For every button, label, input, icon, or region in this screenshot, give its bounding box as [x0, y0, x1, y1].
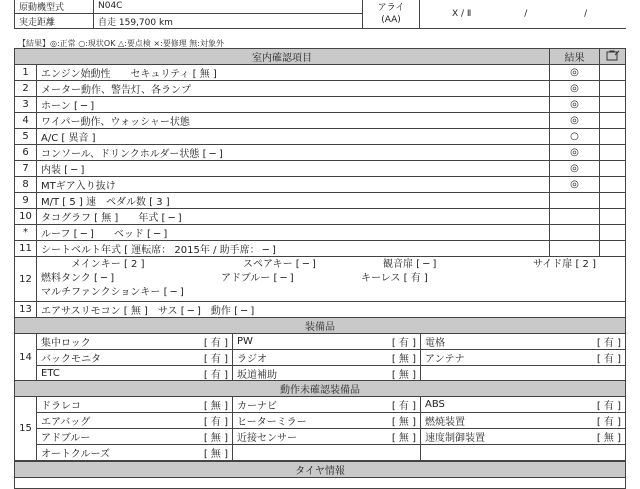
result-mark [550, 241, 600, 257]
inspection-row [15, 161, 626, 177]
inspection-row [15, 241, 626, 257]
row-number: 1 [15, 65, 37, 81]
keys-line-3: マルチファンクションキー [ ─ ] [41, 287, 184, 298]
result-mark: ◎ [550, 177, 600, 193]
equipment-row [15, 350, 626, 366]
inspection-item: メーター動作、警告灯、各ランプ [37, 81, 550, 97]
inspection-table [14, 48, 626, 318]
row-number: 7 [15, 161, 37, 177]
inspection-row [15, 97, 626, 113]
inspection-item: ワイパー動作、ウォッシャー状態 [37, 113, 550, 129]
engine-model-value: N04C [94, 0, 363, 14]
equipment-name [233, 445, 365, 461]
vehicle-info-table [14, 0, 626, 29]
row-number: 3 [15, 97, 37, 113]
equipment-name: アドブルー [37, 429, 137, 445]
equipment-name: 燃焼装置 [421, 413, 551, 429]
check-cell [600, 81, 626, 97]
inspection-item: ルーフ [ ─ ] ベッド [ ─ ] [37, 225, 550, 241]
equipment-title: 装備品 [15, 318, 626, 334]
engine-model-label: 原動機型式 [15, 0, 94, 14]
inspection-row-keys [15, 257, 626, 302]
section-number: 15 [15, 397, 37, 461]
equipment-name: バックモニタ [37, 350, 137, 366]
equipment-status: [ 無 ] [551, 429, 626, 445]
equipment-status: [ 有 ] [551, 334, 626, 350]
equipment-name: ヒーターミラー [233, 413, 365, 429]
equipment-name: PW [233, 334, 365, 350]
equipment-status: [ 有 ] [551, 413, 626, 429]
inspection-item: M/T [ 5 ] 速 ペダル数 [ 3 ] [37, 193, 550, 209]
inspection-row [15, 225, 626, 241]
row-number: 12 [15, 257, 37, 302]
inspection-row [15, 65, 626, 81]
equipment-status: [ 無 ] [365, 350, 421, 366]
keys-line-1 [41, 258, 621, 272]
inspection-item: タコグラフ [ 無 ] 年式 [ ─ ] [37, 209, 550, 225]
align-sub-label: (AA) [381, 14, 401, 25]
row-number: 6 [15, 145, 37, 161]
equipment-table [14, 317, 626, 382]
result-mark: ◎ [550, 145, 600, 161]
align-label-cell [363, 0, 420, 29]
result-mark: ◎ [550, 81, 600, 97]
tire-table [14, 461, 626, 489]
align-slash-2: / [584, 8, 588, 19]
keys-info [37, 257, 626, 302]
result-mark: ◎ [550, 161, 600, 177]
equipment-name: カーナビ [233, 397, 365, 413]
check-cell [600, 209, 626, 225]
inspection-title: 室内確認項目 [15, 49, 550, 65]
tire-body [15, 478, 626, 489]
result-mark [550, 209, 600, 225]
row-number: * [15, 225, 37, 241]
result-mark: ○ [550, 129, 600, 145]
row-number: 13 [15, 302, 37, 318]
keys-line-2 [41, 272, 621, 286]
check-cell [600, 145, 626, 161]
equipment-name: 速度制御装置 [421, 429, 551, 445]
inspection-item: ホーン [ ─ ] [37, 97, 550, 113]
tire-title: タイヤ情報 [15, 462, 626, 478]
equipment-name: オートクルーズ [37, 445, 137, 461]
result-mark [550, 193, 600, 209]
result-mark: ◎ [550, 113, 600, 129]
row-number: 2 [15, 81, 37, 97]
inspection-row [15, 302, 626, 318]
equipment-status: [ 有 ] [365, 334, 421, 350]
equipment-name: 坂道補助 [233, 366, 365, 382]
align-slash-1: / [524, 8, 528, 19]
check-cell [600, 177, 626, 193]
row-number: 8 [15, 177, 37, 193]
check-cell [600, 97, 626, 113]
equipment-name: ラジオ [233, 350, 365, 366]
equipment-status: [ 無 ] [365, 413, 421, 429]
key-item: キーレス [ 有 ] [361, 273, 428, 284]
key-item: メインキー [ 2 ] [71, 259, 145, 270]
check-cell [600, 241, 626, 257]
result-legend: 【結果】◎:正常 ○:現状OK △:要点検 ×:要修理 無:対象外 [18, 39, 225, 48]
inspection-row [15, 81, 626, 97]
clipboard-icon [600, 49, 626, 65]
align-value-cell [420, 0, 627, 29]
check-cell [600, 161, 626, 177]
equipment-status: [ 有 ] [551, 350, 626, 366]
check-cell [600, 65, 626, 81]
equipment-status: [ 有 ] [365, 397, 421, 413]
equipment-status: [ 無 ] [365, 366, 421, 382]
result-header: 結果 [550, 49, 600, 65]
inspection-item: シートベルト年式 [ 運転席： 2015年 / 助手席： ─ ] [37, 241, 550, 257]
inspection-item: 内装 [ ─ ] [37, 161, 550, 177]
row-number: 9 [15, 193, 37, 209]
unconfirmed-table [14, 380, 626, 461]
check-cell [600, 129, 626, 145]
check-cell [600, 193, 626, 209]
inspection-row [15, 113, 626, 129]
row-number: 10 [15, 209, 37, 225]
mileage-label: 実走距離 [15, 14, 94, 29]
unconfirmed-title: 動作未確認装備品 [15, 381, 626, 397]
inspection-item: エンジン始動性 セキュリティ [ 無 ] [37, 65, 550, 81]
align-value: Ⅹ / Ⅱ [452, 8, 472, 19]
equipment-row [15, 429, 626, 445]
equipment-name: 近接センサー [233, 429, 365, 445]
equipment-status: [ 無 ] [137, 429, 233, 445]
inspection-item: コンソール、ドリンクホルダー状態 [ ─ ] [37, 145, 550, 161]
equipment-row [15, 413, 626, 429]
equipment-status: [ 無 ] [137, 397, 233, 413]
equipment-row [15, 334, 626, 350]
equipment-name: ドラレコ [37, 397, 137, 413]
equipment-name: ABS [421, 397, 551, 413]
equipment-status: [ 有 ] [137, 366, 233, 382]
inspection-item: MTギア入り抜け [37, 177, 550, 193]
equipment-status: [ 有 ] [551, 397, 626, 413]
inspection-row [15, 129, 626, 145]
equipment-name [421, 445, 551, 461]
equipment-name: エアバッグ [37, 413, 137, 429]
inspection-row [15, 193, 626, 209]
row-number: 5 [15, 129, 37, 145]
equipment-status: [ 無 ] [365, 429, 421, 445]
equipment-status: [ 有 ] [137, 350, 233, 366]
key-item: 観音扉 [ ─ ] [383, 259, 437, 270]
equipment-status: [ 有 ] [137, 413, 233, 429]
equipment-status [551, 445, 626, 461]
equipment-row [15, 397, 626, 413]
check-cell [600, 113, 626, 129]
equipment-status [365, 445, 421, 461]
result-mark: ◎ [550, 97, 600, 113]
row-number: 4 [15, 113, 37, 129]
section-number: 14 [15, 334, 37, 382]
inspection-row [15, 145, 626, 161]
align-label: アライ [377, 2, 405, 13]
key-item: アドブルー [ ─ ] [221, 273, 294, 284]
inspection-row [15, 177, 626, 193]
row-number: 11 [15, 241, 37, 257]
equipment-row [15, 445, 626, 461]
inspection-row [15, 209, 626, 225]
check-cell [600, 225, 626, 241]
equipment-status: [ 有 ] [137, 334, 233, 350]
key-item: 燃料タンク [ ─ ] [41, 273, 115, 284]
key-item: スペアキー [ ─ ] [243, 259, 316, 270]
equipment-name: 電格 [421, 334, 551, 350]
result-mark: ◎ [550, 65, 600, 81]
inspection-item: A/C [ 異音 ] [37, 129, 550, 145]
air-suspension-item: エアサスリモコン [ 無 ] サス [ ─ ] 動作 [ ─ ] [37, 302, 626, 318]
result-mark [550, 225, 600, 241]
equipment-name: ETC [37, 366, 137, 382]
mileage-value: 自走 159,700 km [94, 14, 363, 29]
equipment-status: [ 無 ] [137, 445, 233, 461]
equipment-name: 集中ロック [37, 334, 137, 350]
key-item: サイド扉 [ 2 ] [533, 259, 597, 270]
equipment-name: アンテナ [421, 350, 551, 366]
